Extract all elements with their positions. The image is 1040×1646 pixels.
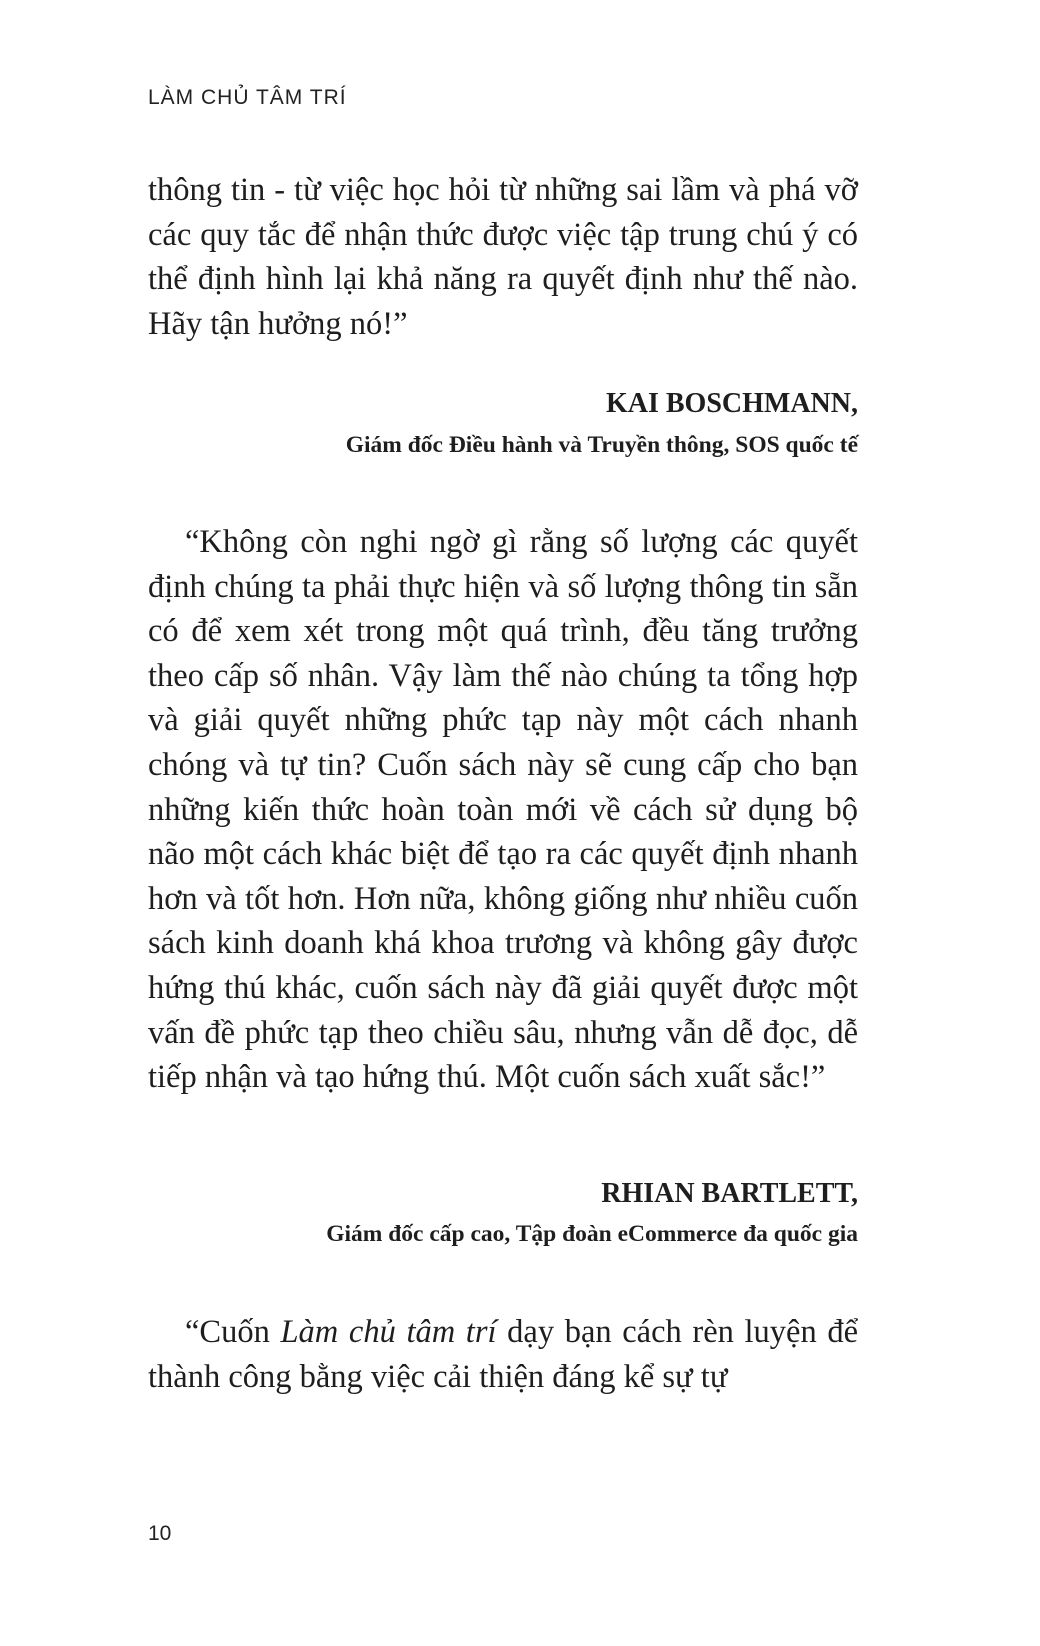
quote-continuation: thông tin - từ việc học hỏi từ những sai lầm và phá vỡ các quy tắc để nhận thức được việc tập trung chú ý có thể định hình lại khả năng ra quyết định như thế nào. Hãy tận hưởng nó!” — [148, 172, 858, 342]
book-title: Làm chủ tâm trí — [280, 1314, 497, 1350]
attribution-name: RHIAN BARTLETT, — [601, 1178, 858, 1209]
running-header: LÀM CHỦ TÂM TRÍ — [148, 86, 347, 109]
attribution-name: KAI BOSCHMANN, — [605, 388, 858, 419]
page-number: 10 — [148, 1522, 172, 1545]
testimonial-quote: “Không còn nghi ngờ gì rằng số lượng các quyết định chúng ta phải thực hiện và số lượng thông tin sẵn có để xem xét trong một quá trình, đều tăng trưởng theo cấp số nhân. Vậy làm thế nào chúng ta tổng hợp và giải quyết những phức tạp này một cách nhanh chóng và tự tin? Cuốn sách này sẽ cung cấp cho bạn những kiến thức hoàn toàn mới về cách sử dụng bộ não một cách khác biệt để tạo ra các quyết định nhanh hơn và tốt hơn. Hơn nữa, không giống như nhiều cuốn sách kinh doanh khá khoa trương và không gây được hứng thú khác, cuốn sách này đã giải quyết được một vấn đề phức tạp theo chiều sâu, nhưng vẫn dễ đọc, dễ tiếp nhận và tạo hứng thú. Một cuốn sách xuất sắc!” — [148, 524, 858, 1096]
quote-prefix: “Cuốn — [185, 1314, 281, 1350]
attribution-title: Giám đốc Điều hành và Truyền thông, SOS quốc tế — [345, 432, 858, 458]
testimonial-quote-start — [148, 1310, 858, 1399]
attribution-title: Giám đốc cấp cao, Tập đoàn eCommerce đa quốc gia — [326, 1221, 858, 1247]
quote-suffix: dạy bạn cách rèn luyện để thành công bằng việc cải thiện đáng kể sự tự — [148, 1314, 858, 1395]
